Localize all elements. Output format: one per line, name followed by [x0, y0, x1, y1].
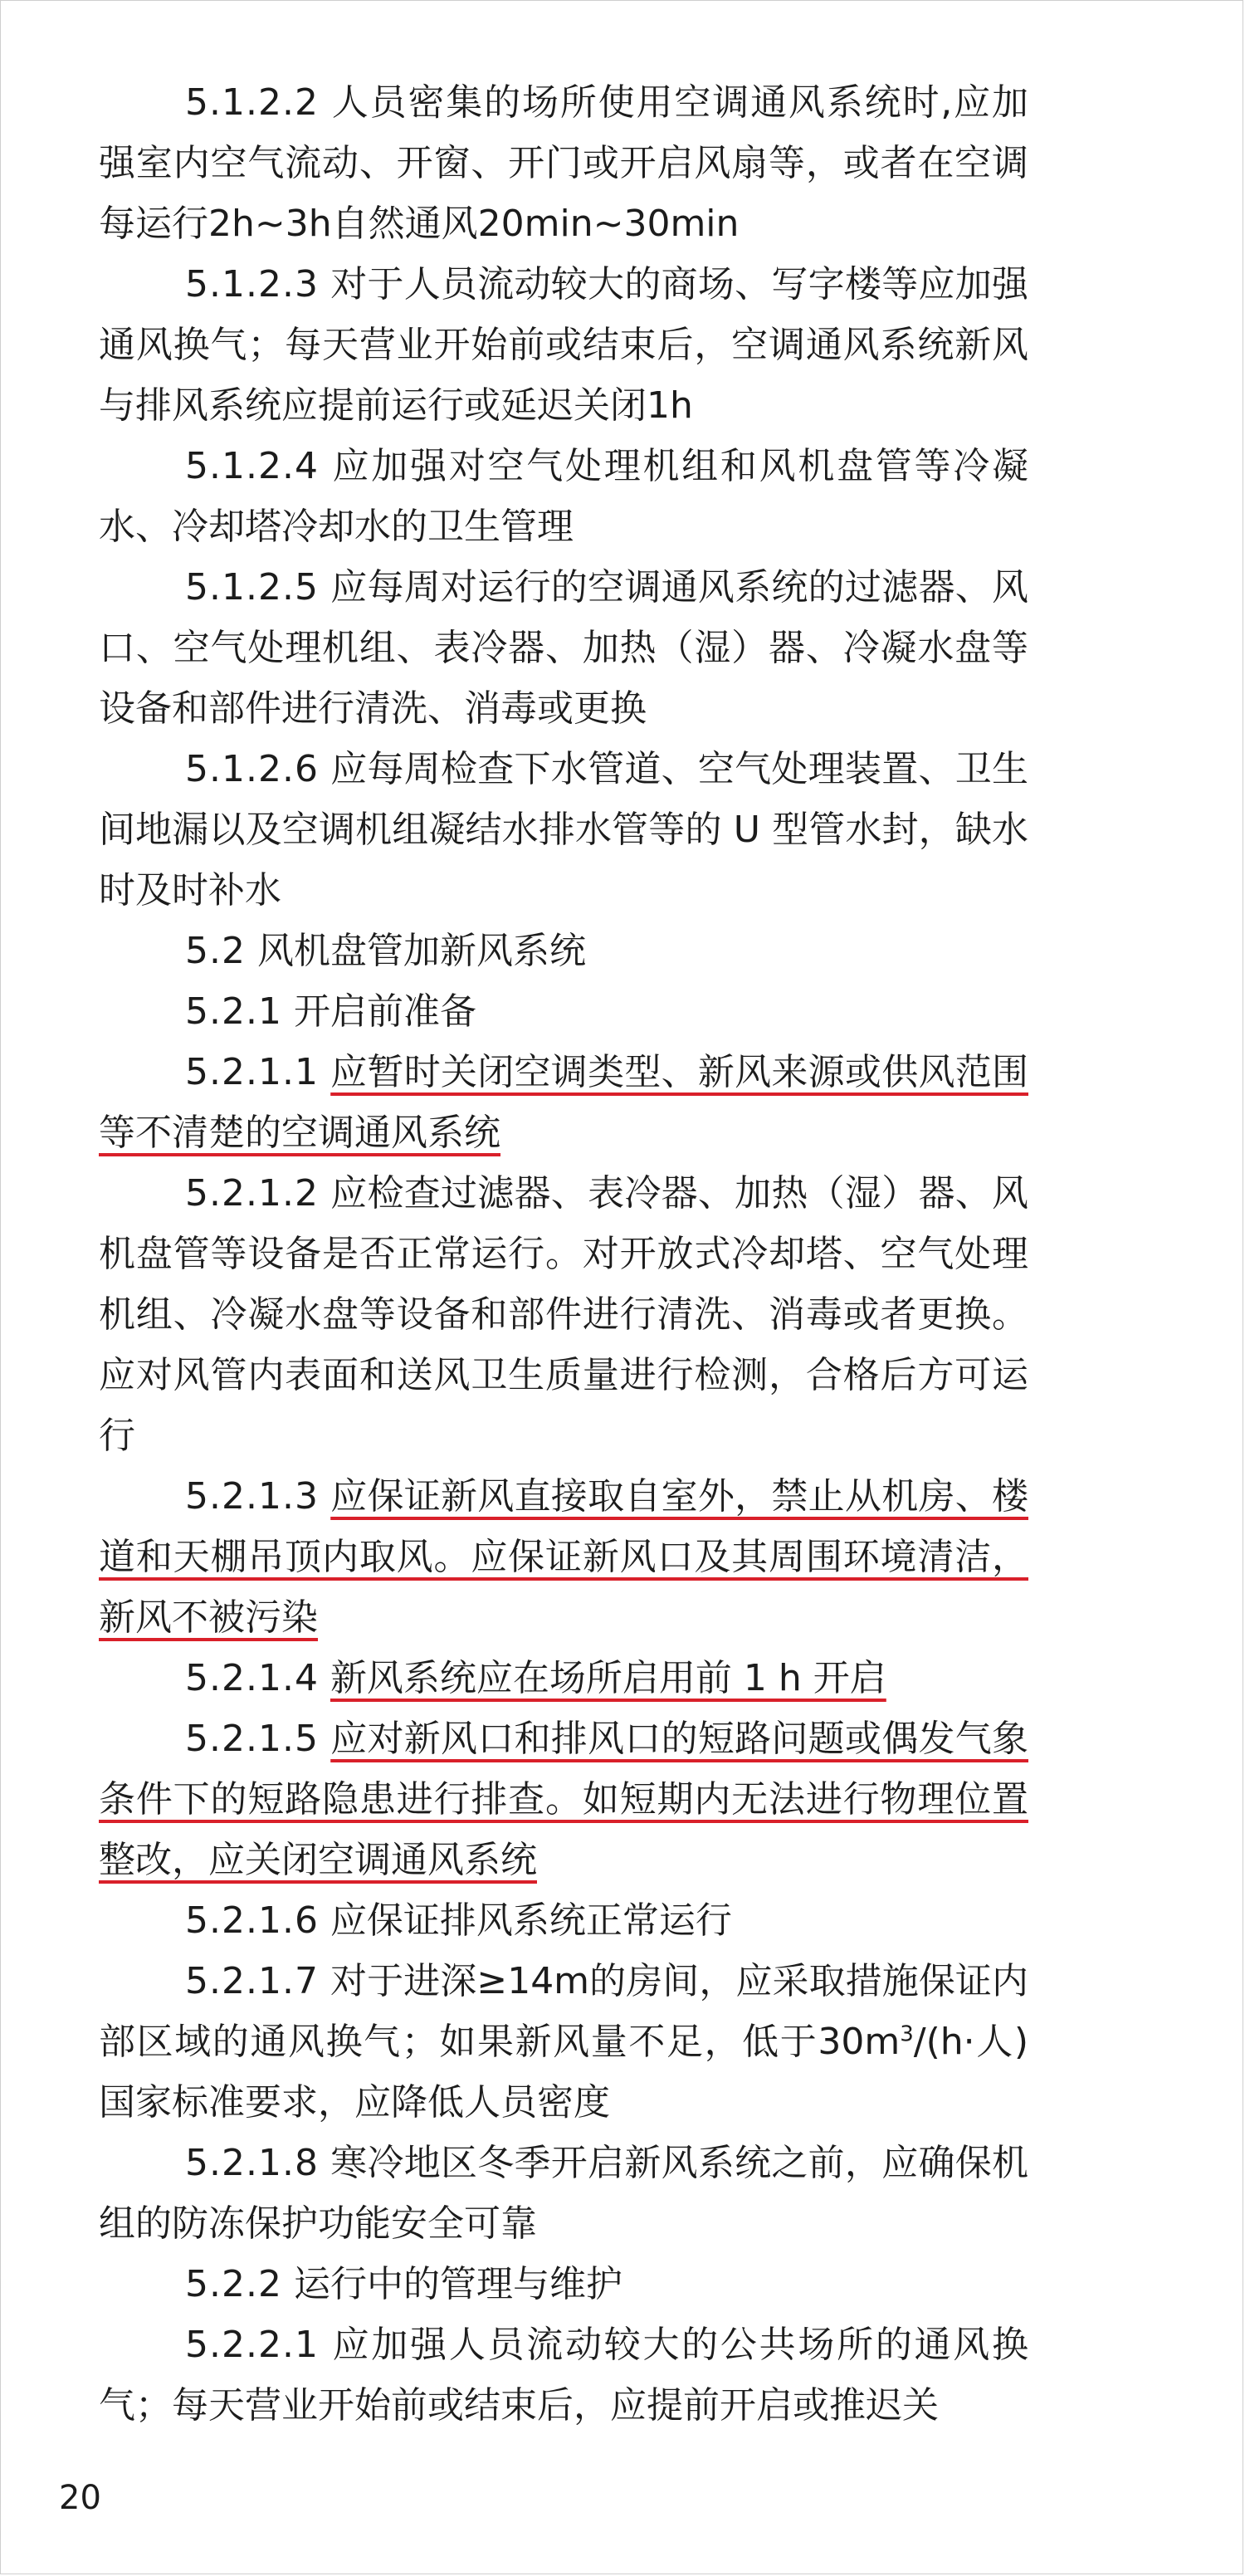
clause-number: 5.2.1.4	[185, 1657, 319, 1699]
underlined-clause-text: 新风系统应在场所启用前 1 h 开启	[330, 1657, 886, 1699]
clause-text: 应加强对空气处理机组和风机盘管等冷凝水、冷却塔冷却水的卫生管理	[99, 445, 1028, 548]
clause-paragraph	[99, 72, 1028, 254]
clause-paragraph	[99, 1163, 1028, 1466]
clause-text: 开启前准备	[293, 990, 476, 1033]
clause-number: 5.2.1.2	[185, 1172, 319, 1215]
clause-paragraph	[99, 1890, 1028, 1951]
clause-paragraph	[99, 557, 1028, 739]
clause-text: 应每周检查下水管道、空气处理装置、卫生间地漏以及空调机组凝结水排水管等的 U 型管水封，缺水时及时补水	[99, 748, 1028, 912]
clause-text: 应检查过滤器、表冷器、加热（湿）器、风机盘管等设备是否正常运行。对开放式冷却塔、空气处理机组、冷凝水盘等设备和部件进行清洗、消毒或者更换。应对风管内表面和送风卫生质量进行检测，合格后方可运行	[99, 1172, 1028, 1457]
superscript: 3	[900, 2021, 914, 2047]
clause-number: 5.2.1.5	[185, 1718, 319, 1760]
clause-text: 风机盘管加新风系统	[256, 930, 586, 972]
clause-text: 寒冷地区冬季开启新风系统之前，应确保机组的防冻保护功能安全可靠	[99, 2142, 1028, 2245]
clause-paragraph	[99, 1951, 1028, 2133]
clause-number: 5.2.2	[185, 2263, 282, 2305]
clause-paragraph	[99, 921, 1028, 981]
clause-paragraph	[99, 2133, 1028, 2254]
page-number: 20	[59, 2479, 101, 2517]
clause-text: 应每周对运行的空调通风系统的过滤器、风口、空气处理机组、表冷器、加热（湿）器、冷凝水盘等设备和部件进行清洗、消毒或更换	[99, 566, 1028, 730]
underlined-clause-text: 应暂时关闭空调类型、新风来源或供风范围等不清楚的空调通风系统	[99, 1051, 1028, 1154]
clause-text: 应保证排风系统正常运行	[330, 1899, 732, 1942]
clause-paragraph	[99, 2314, 1028, 2436]
clause-number: 5.1.2.4	[185, 445, 319, 487]
clause-paragraph	[99, 2254, 1028, 2314]
clause-number: 5.2.1.1	[185, 1051, 319, 1093]
clause-paragraph	[99, 1648, 1028, 1708]
clause-number: 5.2	[185, 930, 246, 972]
underlined-clause-text: 应保证新风直接取自室外，禁止从机房、楼道和天棚吊顶内取风。应保证新风口及其周围环境清洁，新风不被污染	[99, 1475, 1028, 1639]
clause-number: 5.1.2.2	[185, 81, 319, 124]
document-body	[99, 72, 1028, 2436]
clause-text: 对于进深≥14m的房间，应采取措施保证内部区域的通风换气；如果新风量不足，低于30m	[99, 1960, 1028, 2063]
clause-text: 人员密集的场所使用空调通风系统时,应加强室内空气流动、开窗、开门或开启风扇等，或者在空调每运行2h~3h自然通风20min~30min	[99, 81, 1028, 245]
clause-number: 5.2.1.7	[185, 1960, 319, 2002]
clause-paragraph	[99, 1708, 1028, 1890]
clause-number: 5.1.2.5	[185, 566, 319, 609]
clause-text: 运行中的管理与维护	[293, 2263, 622, 2305]
clause-number: 5.2.1.3	[185, 1475, 319, 1518]
clause-text: 对于人员流动较大的商场、写字楼等应加强通风换气；每天营业开始前或结束后，空调通风系统新风与排风系统应提前运行或延迟关闭1h	[99, 263, 1028, 427]
clause-paragraph	[99, 739, 1028, 921]
clause-number: 5.1.2.3	[185, 263, 319, 306]
clause-number: 5.2.1	[185, 990, 282, 1033]
clause-paragraph	[99, 1042, 1028, 1163]
clause-number: 5.2.1.6	[185, 1899, 319, 1942]
clause-number: 5.2.2.1	[185, 2324, 319, 2366]
clause-number: 5.2.1.8	[185, 2142, 319, 2184]
clause-paragraph	[99, 436, 1028, 557]
clause-text: /(h·人)国家标准要求，应降低人员密度	[99, 2021, 1028, 2124]
clause-paragraph	[99, 254, 1028, 436]
clause-number: 5.1.2.6	[185, 748, 319, 790]
clause-paragraph	[99, 981, 1028, 1042]
underlined-clause-text: 应对新风口和排风口的短路问题或偶发气象条件下的短路隐患进行排查。如短期内无法进行物理位置整改，应关闭空调通风系统	[99, 1718, 1028, 1881]
clause-text: 应加强人员流动较大的公共场所的通风换气；每天营业开始前或结束后，应提前开启或推迟关	[99, 2324, 1028, 2427]
clause-paragraph	[99, 1466, 1028, 1648]
